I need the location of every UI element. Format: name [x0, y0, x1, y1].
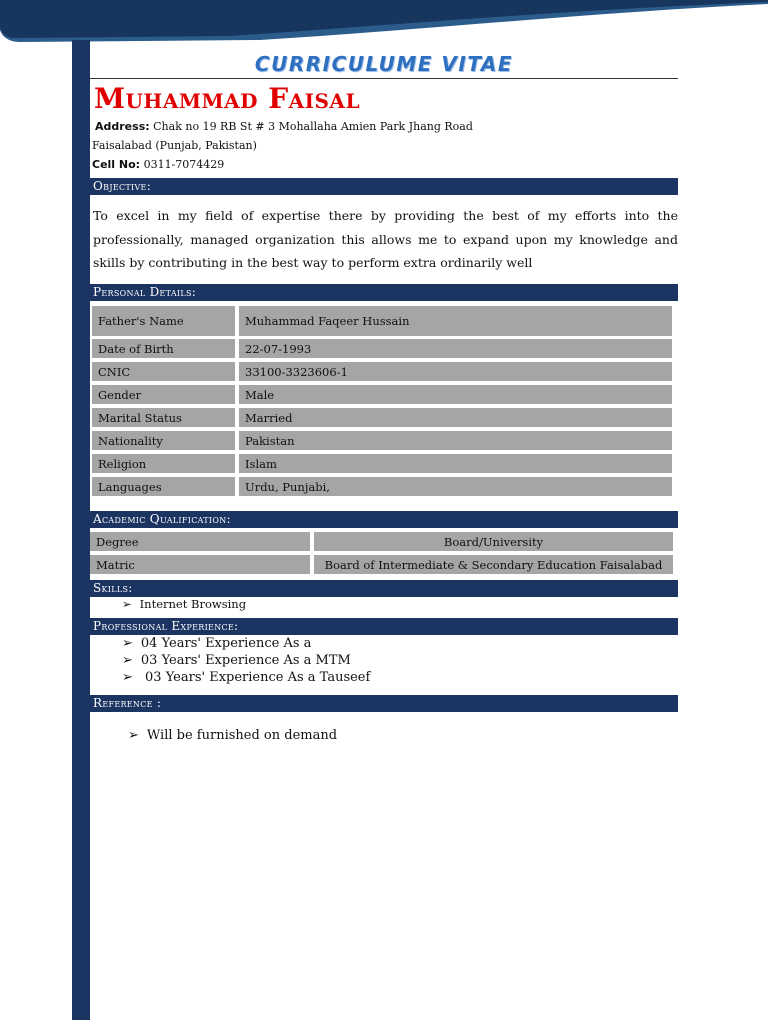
arrow-bullet-icon: ➢ — [122, 653, 133, 668]
personal-value-cell: 22-07-1993 — [239, 339, 672, 358]
cv-title: CURRICULUME VITAE — [254, 52, 514, 76]
academic-heading: Academic Qualification: — [90, 511, 678, 528]
academic-board-cell: Board of Intermediate & Secondary Education Faisalabad — [314, 555, 673, 574]
personal-label-cell: Languages — [92, 477, 235, 496]
experience-item: ➢ 03 Years' Experience As a MTM — [122, 653, 351, 668]
address-label: Address: — [95, 120, 150, 133]
skill-item: ➢ Internet Browsing — [122, 597, 247, 611]
personal-label-cell: Father's Name — [92, 306, 235, 336]
cell-line — [92, 158, 224, 171]
academic-header-board: Board/University — [314, 532, 673, 551]
personal-value-cell: Urdu, Punjabi, — [239, 477, 672, 496]
cell-value: 0311-7074429 — [143, 158, 225, 171]
experience-item: ➢ 03 Years' Experience As a Tauseef — [122, 670, 371, 685]
personal-value-cell: Married — [239, 408, 672, 427]
arrow-bullet-icon: ➢ — [122, 670, 133, 685]
personal-label-cell: Nationality — [92, 431, 235, 450]
title-divider — [90, 78, 678, 79]
address-line-1 — [95, 120, 473, 133]
personal-value-cell: Male — [239, 385, 672, 404]
objective-heading: Objective: — [90, 178, 678, 195]
personal-label-cell: Marital Status — [92, 408, 235, 427]
personal-label-cell: CNIC — [92, 362, 235, 381]
cell-label: Cell No: — [92, 158, 141, 171]
academic-degree-cell: Matric — [90, 555, 310, 574]
arrow-bullet-icon: ➢ — [122, 597, 132, 611]
address-value: Chak no 19 RB St # 3 Mohallaha Amien Park Jhang Road — [153, 120, 473, 133]
skills-heading: Skills: — [90, 580, 678, 597]
reference-heading: Reference : — [90, 695, 678, 712]
address-line-2: Faisalabad (Punjab, Pakistan) — [92, 139, 257, 152]
personal-label-cell: Religion — [92, 454, 235, 473]
personal-value-cell: 33100-3323606-1 — [239, 362, 672, 381]
personal-details-heading: Personal Details: — [90, 284, 678, 301]
personal-label-cell: Date of Birth — [92, 339, 235, 358]
candidate-name: Muhammad Faisal — [94, 82, 361, 115]
personal-value-cell: Islam — [239, 454, 672, 473]
academic-header-degree: Degree — [90, 532, 310, 551]
personal-label-cell: Gender — [92, 385, 235, 404]
experience-heading: Professional Experience: — [90, 618, 678, 635]
experience-item: ➢ 04 Years' Experience As a — [122, 636, 312, 651]
objective-text: To excel in my field of expertise there by providing the best of my efforts into the professionally, managed organization this allows me to expand upon my knowledge and skills by contributing in the best way to perform extra ordinarily well — [93, 208, 678, 270]
personal-value-cell: Muhammad Faqeer Hussain — [239, 306, 672, 336]
reference-item: ➢ Will be furnished on demand — [128, 728, 338, 743]
personal-value-cell: Pakistan — [239, 431, 672, 450]
top-banner — [0, 0, 768, 48]
left-border-bar — [72, 40, 90, 1020]
arrow-bullet-icon: ➢ — [122, 636, 133, 651]
arrow-bullet-icon: ➢ — [128, 728, 139, 743]
